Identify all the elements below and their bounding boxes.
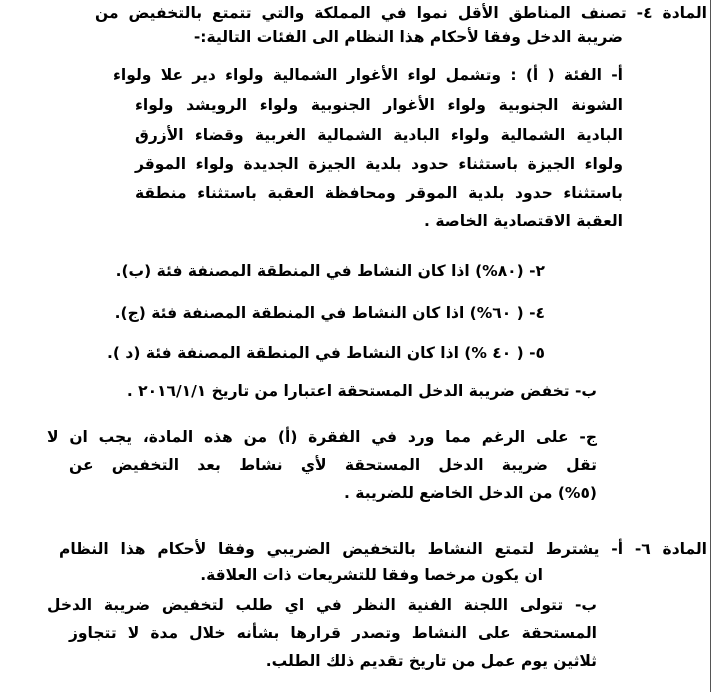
item-a-line-5: باستثناء حدود بلدية الموقر ومحافظة العقبة باستثناء منطقة	[135, 184, 623, 202]
article-6-heading: المادة ٦- أ- يشترط لتمتع النشاط بالتخفيض الضريبي وفقا لأحكام هذا النظام	[59, 540, 707, 558]
item-c-line-2: تقل ضريبة الدخل المستحقة لأي نشاط بعد التخفيض عن	[69, 456, 597, 474]
item-2: ٢- (٨٠%) اذا كان النشاط في المنطقة المصنفة فئة (ب).	[115, 262, 545, 280]
article-6-item-b-line-3: ثلاثين يوم عمل من تاريخ تقديم ذلك الطلب.	[265, 652, 597, 670]
item-4: ٤- ( ٦٠%) اذا كان النشاط في المنطقة المصنفة فئة (ج).	[114, 304, 545, 322]
article-6-item-b-line-1: ب- تتولى اللجنة الفنية النظر في اي طلب لتخفيض ضريبة الدخل	[47, 596, 597, 614]
article-6-item-a-line-2: ان يكون مرخصا وفقا للتشريعات ذات العلاقة.	[200, 566, 543, 584]
item-b: ب- تخفض ضريبة الدخل المستحقة اعتبارا من تاريخ ٢٠١٦/١/١ .	[126, 382, 597, 400]
article-6-item-b-line-2: المستحقة على النشاط وتصدر قرارها بشأنه خلال مدة لا تتجاوز	[69, 624, 597, 642]
item-a-line-3: البادية الشمالية ولواء البادية الشمالية الغربية وقضاء الأزرق	[135, 126, 623, 144]
item-5: ٥- ( ٤٠ %) اذا كان النشاط في المنطقة المصنفة فئة (د ).	[107, 344, 545, 362]
item-c-line-3: (٥%) من الدخل الخاضع للضريبة .	[344, 484, 597, 502]
item-a-line-1: أ- الفئة ( أ) : وتشمل لواء الأغوار الشمالية ولواء دير علا ولواء	[113, 66, 623, 84]
item-a-line-2: الشونة الجنوبية ولواء الأغوار الجنوبية ولواء الرويشد ولواء	[135, 96, 623, 114]
article-4-intro: ضريبة الدخل وفقا لأحكام هذا النظام الى الفئات التالية:-	[193, 28, 623, 46]
item-a-line-6: العقبة الاقتصادية الخاصة .	[424, 212, 623, 230]
article-4-heading: المادة ٤- تصنف المناطق الأقل نموا في المملكة والتي تتمتع بالتخفيض من	[95, 4, 707, 22]
item-c-line-1: ج- على الرغم مما ورد في الفقرة (أ) من هذه المادة، يجب ان لا	[47, 428, 597, 446]
item-a-line-4: ولواء الجيزة باستثناء حدود بلدية الجيزة الجديدة ولواء الموقر	[135, 155, 623, 173]
